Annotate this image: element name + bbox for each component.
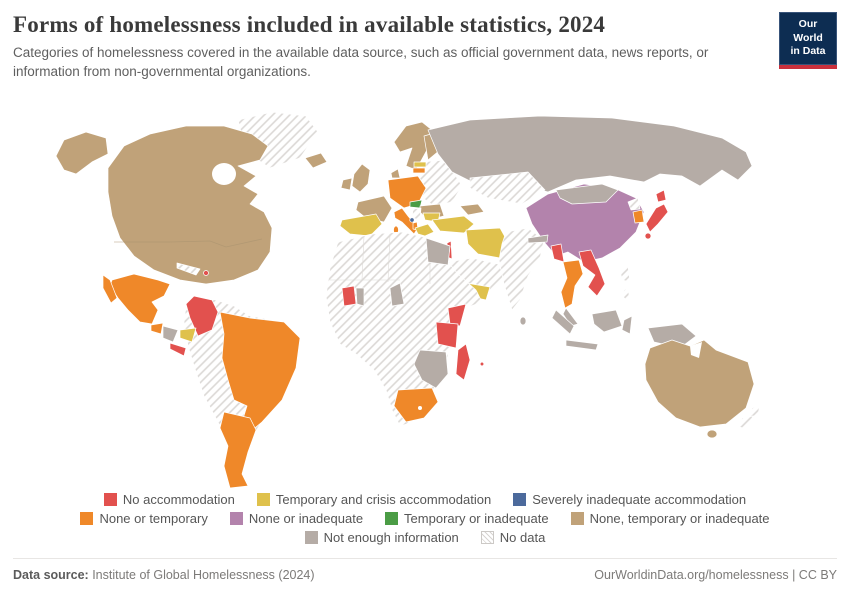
- map-region-south-korea[interactable]: [633, 210, 644, 223]
- data-source-link[interactable]: Institute of Global Homelessness (2024): [88, 568, 315, 582]
- legend-swatch: [513, 493, 526, 506]
- legend-label: No data: [499, 530, 546, 545]
- footer-separator: |: [788, 568, 799, 582]
- owid-logo-line2: in Data: [790, 45, 826, 58]
- map-region-tanzania[interactable]: [436, 322, 458, 348]
- map-region-cote-divoire[interactable]: [342, 286, 356, 306]
- map-region-united-kingdom[interactable]: [352, 164, 370, 192]
- legend-row: [0, 492, 850, 507]
- map-region-japan[interactable]: [656, 190, 666, 202]
- legend-item-none-or-temporary[interactable]: [80, 511, 207, 526]
- legend-item-severely-inadequate-accommodation[interactable]: [513, 492, 746, 507]
- legend-swatch: [257, 493, 270, 506]
- map-region-costa-rica-panama[interactable]: [170, 343, 186, 356]
- owid-url-link[interactable]: OurWorldinData.org/homelessness: [594, 568, 789, 582]
- owid-logo-box: [779, 12, 837, 65]
- owid-logo[interactable]: [779, 12, 837, 69]
- map-region-canada-united-states[interactable]: [108, 126, 272, 284]
- legend-item-temporary-and-crisis-accommodation[interactable]: [257, 492, 491, 507]
- map-region-java[interactable]: [566, 340, 598, 350]
- legend-item-none-or-inadequate[interactable]: [230, 511, 363, 526]
- map-region-new-zealand[interactable]: [750, 404, 760, 417]
- map-region-greece[interactable]: [415, 224, 434, 236]
- legend-label: Temporary and crisis accommodation: [275, 492, 492, 507]
- header: [13, 12, 763, 81]
- license-badge: CC BY: [798, 568, 837, 582]
- owid-logo-red-bar: [779, 65, 837, 69]
- map-region-kenya[interactable]: [448, 304, 466, 326]
- legend-swatch: [385, 512, 398, 525]
- map-region-sulawesi[interactable]: [622, 316, 632, 334]
- map-region-argentina-chile[interactable]: [220, 412, 256, 488]
- legend-swatch: [230, 512, 243, 525]
- data-source-label: Data source:: [13, 568, 89, 582]
- legend-row: [0, 530, 850, 545]
- chart-title: Forms of homelessness included in available statistics, 2024: [13, 12, 606, 37]
- legend-swatch: [481, 531, 494, 544]
- map-region-ghana[interactable]: [356, 288, 364, 306]
- map-region-japan[interactable]: [645, 233, 651, 239]
- map-region-philippines[interactable]: [620, 266, 630, 282]
- legend-swatch: [571, 512, 584, 525]
- legend-label: None, temporary or inadequate: [589, 511, 770, 526]
- legend-swatch: [80, 512, 93, 525]
- legend-row: [0, 511, 850, 526]
- chart-subtitle: Categories of homelessness covered in the available data source, such as official government data, news reports, or information from non-governmental organizations.: [13, 45, 709, 79]
- map-region-new-zealand[interactable]: [739, 416, 753, 429]
- legend-item-none-temporary-or-inadequate[interactable]: [571, 511, 770, 526]
- map-region-australia[interactable]: [645, 340, 754, 427]
- map-region-thailand[interactable]: [561, 260, 583, 308]
- map-region-iceland[interactable]: [305, 153, 327, 168]
- map-region-tasmania[interactable]: [707, 430, 717, 438]
- legend-swatch: [305, 531, 318, 544]
- map-region-montenegro[interactable]: [410, 218, 414, 222]
- map-region-egypt[interactable]: [426, 238, 450, 265]
- data-source: [13, 568, 315, 582]
- legend-label: Not enough information: [323, 530, 459, 545]
- legend: [0, 492, 850, 549]
- map-region-mexico[interactable]: [110, 274, 170, 324]
- legend-swatch: [104, 493, 117, 506]
- legend-item-not-enough-information[interactable]: [305, 530, 459, 545]
- map-region-guatemala[interactable]: [151, 323, 163, 334]
- world-map-svg: [0, 112, 850, 490]
- attribution: [594, 568, 837, 582]
- footer: [13, 558, 837, 582]
- map-region-georgia-azerbaijan[interactable]: [460, 204, 484, 215]
- map-region-alaska[interactable]: [56, 132, 108, 174]
- legend-label: Severely inadequate accommodation: [532, 492, 747, 507]
- map-region-denmark[interactable]: [391, 169, 400, 178]
- legend-label: Temporary or inadequate: [404, 511, 549, 526]
- legend-item-no-data[interactable]: [481, 530, 546, 545]
- map-region-mauritius[interactable]: [480, 362, 484, 366]
- map-region-philippines[interactable]: [623, 289, 629, 299]
- map-region-spain-portugal[interactable]: [340, 214, 382, 236]
- map-region-haiti[interactable]: [204, 271, 209, 276]
- map-region-sri-lanka[interactable]: [520, 317, 526, 325]
- world-map: [0, 112, 850, 490]
- map-region-japan[interactable]: [646, 204, 668, 232]
- legend-item-no-accommodation[interactable]: [104, 492, 235, 507]
- map-region-honduras-nicaragua[interactable]: [163, 326, 178, 342]
- legend-label: None or temporary: [99, 511, 208, 526]
- map-region-ireland[interactable]: [341, 178, 352, 190]
- owid-logo-line1: Our World: [793, 18, 823, 44]
- map-region-borneo[interactable]: [592, 310, 622, 332]
- map-region-latvia[interactable]: [414, 162, 426, 167]
- map-region-madagascar[interactable]: [456, 344, 470, 380]
- legend-label: None or inadequate: [248, 511, 364, 526]
- legend-item-temporary-or-inadequate[interactable]: [385, 511, 549, 526]
- map-region-lithuania[interactable]: [413, 168, 425, 173]
- legend-label: No accommodation: [122, 492, 235, 507]
